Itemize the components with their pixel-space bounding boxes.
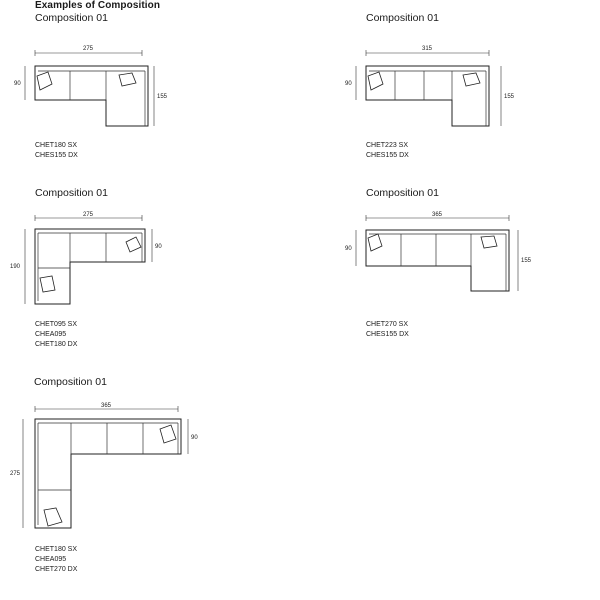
module-code: CHET223 SX (366, 142, 409, 149)
width-label: 315 (421, 46, 433, 52)
composition-3-title: Composition 01 (35, 187, 108, 199)
composition-4-codes (366, 320, 409, 340)
module-code: CHES155 DX (366, 152, 409, 159)
composition-1-drawing (0, 40, 180, 140)
module-code: CHET180 SX (35, 546, 78, 553)
side-label: 190 (10, 264, 21, 270)
page-heading: Examples of Composition (35, 0, 161, 11)
composition-3-drawing (0, 206, 180, 316)
composition-1-codes (35, 141, 78, 161)
width-label: 275 (82, 46, 94, 52)
module-code: CHET095 SX (35, 321, 78, 328)
module-code: CHES155 DX (366, 331, 409, 338)
composition-5-title: Composition 01 (34, 376, 107, 388)
width-label: 365 (100, 403, 112, 409)
module-code: CHET270 SX (366, 321, 409, 328)
composition-2-drawing (331, 40, 531, 140)
composition-4-title: Composition 01 (366, 187, 439, 199)
composition-3-codes (35, 320, 77, 350)
width-label: 275 (82, 212, 94, 218)
module-code: CHET180 SX (35, 142, 78, 149)
cushion-right (481, 236, 497, 248)
composition-2-title: Composition 01 (366, 12, 439, 24)
depth-label: 90 (14, 81, 21, 87)
depth-label: 90 (345, 81, 352, 87)
chaise-label: 155 (521, 258, 532, 264)
composition-2-codes (366, 141, 409, 161)
module-code: CHEA095 (35, 331, 67, 338)
sofa-outline (35, 229, 145, 304)
composition-5-drawing (0, 398, 220, 538)
module-code: CHET180 DX (35, 341, 78, 348)
composition-1-title: Composition 01 (35, 12, 108, 24)
depth-label: 90 (155, 244, 162, 250)
module-code: CHET270 DX (35, 566, 78, 573)
width-label: 365 (431, 212, 443, 218)
composition-5-codes (35, 545, 77, 575)
depth-label: 90 (345, 246, 352, 252)
chaise-label: 155 (157, 94, 168, 100)
chaise-label: 155 (504, 94, 515, 100)
depth-label: 90 (191, 435, 198, 441)
composition-4-drawing (331, 206, 541, 296)
side-label: 275 (10, 471, 21, 477)
module-code: CHES155 DX (35, 152, 78, 159)
cushion-left (40, 276, 55, 292)
module-code: CHEA095 (35, 556, 67, 563)
